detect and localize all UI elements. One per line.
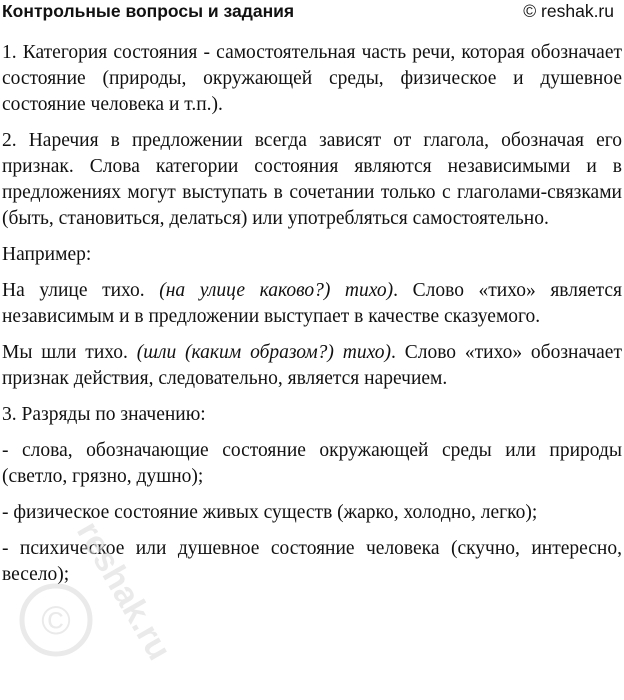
example-1-explanation: . Слово «тихо» является независимым и в предложении выступает в качестве сказуемого.: [2, 280, 622, 327]
paragraph-3: 3. Разряды по значению:: [2, 404, 206, 425]
example-2-sentence: Мы шли тихо.: [2, 342, 137, 363]
watermark-text: reshak.ru: [69, 515, 179, 667]
example-2-question: (шли (каким образом?) тихо): [136, 342, 391, 363]
example-1-sentence: На улице тихо.: [2, 280, 160, 301]
document-body: [2, 40, 622, 598]
page-header: [0, 0, 624, 26]
list-item-physical: - физическое состояние живых существ (жарко, холодно, легко);: [2, 502, 538, 523]
paragraph-example-label: Например:: [2, 244, 92, 265]
example-2-explanation: . Слово «тихо» обозначает признак действия, следовательно, является наречием.: [2, 342, 622, 389]
paragraph-example-2: [2, 340, 622, 392]
watermark-copyright-glyph: ©: [41, 599, 71, 643]
list-item-environment: - слова, обозначающие состояние окружающей среды или природы (светло, грязно, душно);: [2, 440, 622, 487]
section-title: Контрольные вопросы и задания: [2, 1, 295, 21]
paragraph-example-1: [2, 278, 622, 330]
list-item-psychological: - психическое или душевное состояние человека (скучно, интересно, весело);: [2, 538, 622, 585]
site-credit: © reshak.ru: [523, 1, 614, 21]
paragraph-1: 1. Категория состояния - самостоятельная часть речи, которая обозначает состояние (природы, окружающей среды, физическое и душевное состояние человека и т.п.).: [2, 42, 622, 115]
paragraph-2: 2. Наречия в предложении всегда зависят от глагола, обозначая его признак. Слова категории состояния являются независимыми и в предложениях могут выступать в сочетании только с глаголами-связками (быть, становиться, делаться) или употребляться самостоятельно.: [2, 130, 622, 229]
example-1-question: (на улице каково?) тихо): [159, 280, 394, 301]
